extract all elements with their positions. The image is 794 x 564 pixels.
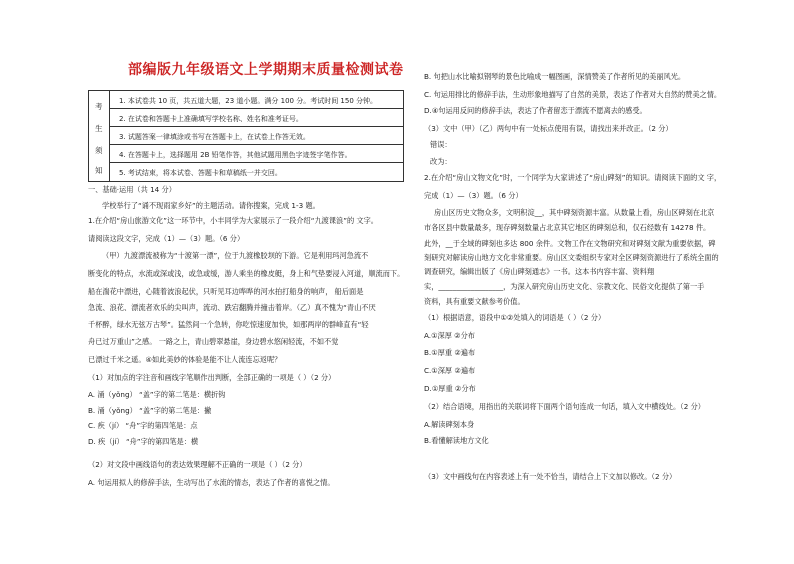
right-line: C. 句运用排比的修辞手法，生动形象地描写了自然的美景，表达了作者对大自然的赞美之情。 <box>424 90 722 99</box>
left-line: （甲）九渡漂流被称为“十渡第一漂”，位于九渡橡胶坝的下游。它是利用玛河急流不 <box>102 251 369 260</box>
left-line: 学校举行了“诵不现雨家乡好”的主题活动。请你搜案，完成 1-3 题。 <box>102 201 320 210</box>
left-line: 请阅读这段文字，完成（1）—（3）题。（6 分） <box>88 234 245 243</box>
notice-side-char: 须 <box>95 146 103 155</box>
right-line: 调查研究，编辑出版了《房山碑刻通志》一书。这本书内容丰富、资料翔 <box>424 267 655 276</box>
right-line: 改为： <box>430 157 452 166</box>
left-line: 断变化的特点，水流或深或浅，或急或缓，游人乘坐的橡皮艇，身上和气垫要浸入河道，顺流而下。 <box>88 269 405 278</box>
notice-side-char: 生 <box>95 124 103 133</box>
left-line: 1.在介绍“房山旅游文化”这一环节中，小丰同学为大家展示了一段介绍“九渡课浪”的 文字。 <box>88 216 378 225</box>
notice-item: 2. 在试卷和答题卡上准确填写学校名称、姓名和准考证号。 <box>109 109 403 127</box>
right-line: 错误： <box>430 140 452 149</box>
left-line: C. 疾（jí） “舟”字的第四笔是：点 <box>88 421 198 430</box>
right-line: 市各区县中数量最多，现存碑刻数量占北京其它地区的碑刻总和，仅石经数有 14278 件。 <box>424 223 711 232</box>
right-line: 实，__________________，为深入研究房山历史文化、宗教文化、民俗文化提供了第一手 <box>424 282 705 291</box>
candidate-notice-box <box>88 90 404 182</box>
right-line: 完成（1）—（3）题。（6 分） <box>424 191 523 200</box>
right-line: 资料，具有重要文献参考价值。 <box>424 297 525 306</box>
right-line: 房山区历史文物众多，文明积淀__，其中碑刻资源丰富。从数量上看，房山区碑刻在北京 <box>434 208 715 217</box>
right-line: （3）文中画线句在内容表述上有一处不恰当，请结合上下文加以修改。（2 分） <box>424 472 677 481</box>
notice-side-char: 知 <box>95 166 103 175</box>
notice-item: 1. 本试卷共 10 页，共五道大题，23 道小题。满分 100 分。考试时间 150 分钟。 <box>109 91 403 109</box>
left-line: 已漂过千米之遥。④如此美妙的体验是能不让人流连忘返呢？ <box>88 355 282 364</box>
left-line: 一、基础·运用（共 14 分） <box>88 185 176 194</box>
right-line: D.④句运用反问的修辞手法，表达了作者留恋于漂流不愿离去的感受。 <box>424 106 647 115</box>
left-line: （1）对加点的字注音和画线字笔顺作出判断，全部正确的一项是（ ）（2 分） <box>88 373 336 382</box>
right-line: B.看懂解读地方文化 <box>424 436 489 445</box>
right-line: B.①厚重 ②遍布 <box>424 348 476 357</box>
left-line: 船在湍花中漂进，心随着波浪起伏，只听见耳边哗哗的河水拍打船身的响声， 船后面是 <box>88 287 364 296</box>
notice-item: 3. 试题答案一律填涂或书写在答题卡上，在试卷上作答无效。 <box>109 127 403 145</box>
right-line: 2.在介绍“房山文物文化”时，一个同学为大家讲述了“房山碑刻”的知识。请阅读下面的文 字， <box>424 173 722 182</box>
right-line: A.①深厚 ②分布 <box>424 331 475 340</box>
left-line: B. 涌（yǒng） “盖”字的第二笔是：撇 <box>88 406 212 415</box>
right-line: 此外，__于全域的碑刻也多达 800 余件。文物工作在文物研究和对碑刻文献为重要依据，碑 <box>424 239 716 248</box>
right-line: （3）文中（甲）（乙）两句中有一处标点使用有误，请找出来并改正。（2 分） <box>424 124 673 133</box>
right-line: D.①厚重 ②分布 <box>424 384 476 393</box>
notice-item: 4. 在答题卡上，选择题用 2B 铅笔作答，其他试题用黑色字迹签字笔作答。 <box>109 145 403 163</box>
paper-title: 部编版九年级语文上学期期末质量检测试卷 <box>128 62 404 78</box>
right-line: B. 句把山水比喻拟钢琴的景色比喻成一幅图画，深情赞美了作者所见的美丽风光。 <box>424 72 686 81</box>
right-line: （2）结合语境，用指出的关联词将下面两个语句连成一句话，填入文中横线处。（2 分） <box>424 402 705 411</box>
right-line: 刻研究对解读房山地方文化非常重要。房山区文委组织专家对全区碑刻资源进行了系统全面的 <box>424 253 719 262</box>
left-line: （2）对文段中画线语句的表达效果理解不正确的一项是（ ）（2 分） <box>88 460 307 469</box>
notice-item: 5. 考试结束，将本试卷、答题卡和草稿纸一并交回。 <box>119 169 282 177</box>
notice-side-label <box>89 91 110 181</box>
left-line: 急流、浪花、漂流者欢乐的尖叫声，流动、跌宕翻腾并撞击着岸。（乙）真不愧为“青山不厌 <box>88 303 376 312</box>
left-line: 舟已过万重山”之感。 一路之上，青山碧翠悬崖，身边碧水悠闲轻流，不如不觉 <box>88 337 339 346</box>
left-line: D. 疾（jí） “舟”字的第四笔是：横 <box>88 437 199 446</box>
right-line: （1）根据语意，语段中①②处填入的词语是（ ）（2 分） <box>424 313 606 322</box>
notice-side-char: 考 <box>95 102 103 111</box>
right-line: C.①深厚 ②遍布 <box>424 366 476 375</box>
left-line: A. 涌（yǒng） “盖”字的第二笔是：横折钩 <box>88 390 226 399</box>
right-line: A.解读碑刻本身 <box>424 420 475 429</box>
left-line: A. 句运用拟人的修辞手法，生动写出了水流的情态，表达了作者的喜悦之情。 <box>88 478 335 487</box>
left-line: 千杯醉，绿水无弦万古琴”。猛然间一个急转，你吃惊速度加快，如那两岸的群峰直有“轻 <box>88 320 369 329</box>
